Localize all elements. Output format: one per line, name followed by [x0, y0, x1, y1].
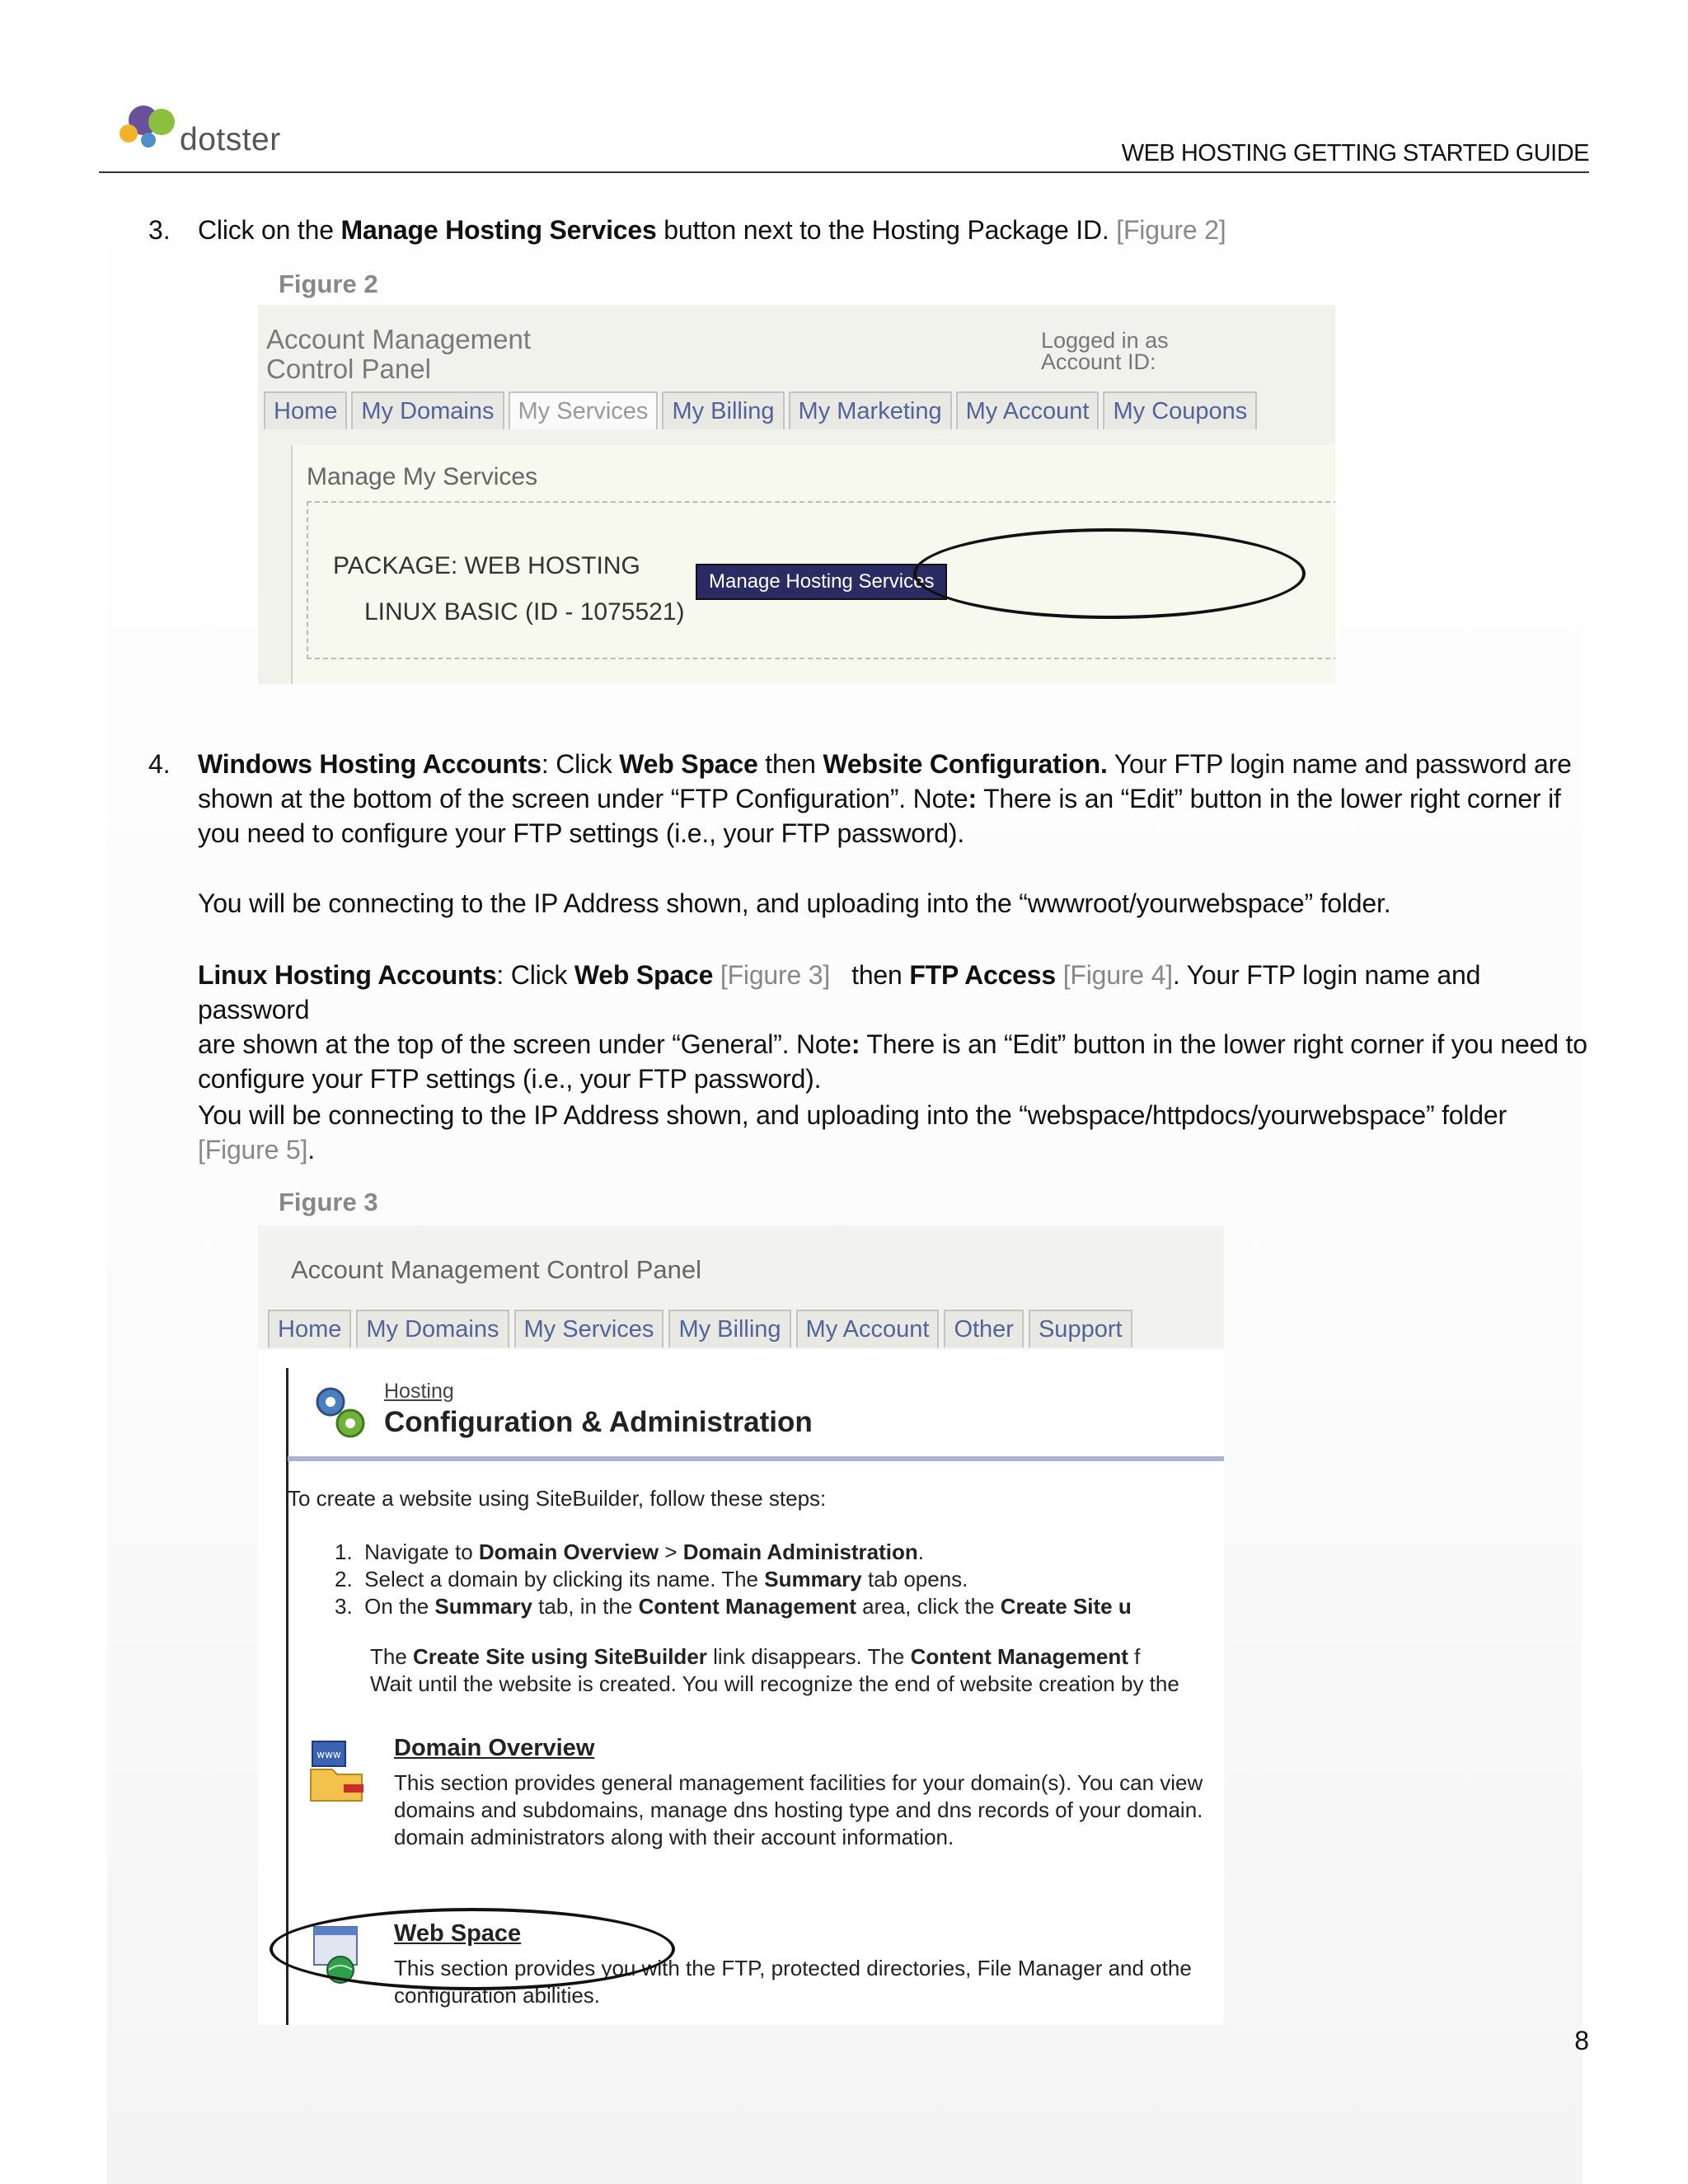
config-admin-title: Configuration & Administration: [384, 1406, 813, 1438]
figure-3-reference: [Figure 3]: [720, 960, 831, 990]
package-id: LINUX BASIC (ID - 1075521): [364, 598, 685, 626]
package-name: PACKAGE: WEB HOSTING: [333, 552, 640, 579]
page-number: 8: [1574, 2026, 1589, 2055]
sitebuilder-intro: To create a website using SiteBuilder, follow these steps:: [288, 1486, 827, 1511]
figure-5-reference: [Figure 5]: [198, 1135, 308, 1165]
control-panel-title: Account Management Control Panel: [266, 324, 532, 384]
linux-connect-note: You will be connecting to the IP Address shown, and uploading into the “webspace/httpdocs/yourwebspace” folder [Figure 5].: [198, 1100, 1507, 1165]
domain-overview-link[interactable]: Domain Overview: [394, 1735, 595, 1761]
hosting-link[interactable]: Hosting: [384, 1380, 454, 1403]
figure-3-label: Figure 3: [279, 1188, 378, 1216]
windows-connect-note: You will be connecting to the IP Address shown, and uploading into the “wwwroot/yourwebspace” folder.: [198, 888, 1391, 918]
svg-text:www: www: [316, 1749, 341, 1760]
tab-home[interactable]: Home: [264, 391, 347, 429]
tab-other[interactable]: Other: [944, 1310, 1024, 1347]
tab-my-marketing[interactable]: My Marketing: [789, 391, 952, 429]
tab-my-billing[interactable]: My Billing: [662, 391, 784, 429]
sitebuilder-step-3: 3. On the Summary tab, in the Content Management area, click the Create Site u: [335, 1594, 1132, 1619]
tab-my-account[interactable]: My Account: [796, 1310, 940, 1347]
linux-hosting-paragraph: Linux Hosting Accounts: Click Web Space [Figure 3] then FTP Access [Figure 4]. Your FTP login name and password are shown at the top of the screen under “General”. Note: There is an “Edit” button in the lower right corner if you need to configure your FTP settings (i.e., your FTP password).: [198, 960, 1587, 1094]
sitebuilder-note: The Create Site using SiteBuilder link disappears. The Content Management f Wait until the website is created. You will recognize the end of website creation by the: [370, 1644, 1179, 1696]
header-divider: [99, 171, 1589, 173]
tab-my-billing[interactable]: My Billing: [668, 1310, 790, 1347]
web-space-link[interactable]: Web Space: [394, 1920, 522, 1947]
guide-title: WEB HOSTING GETTING STARTED GUIDE: [1121, 140, 1589, 166]
figure-2-label: Figure 2: [279, 269, 378, 298]
content-border: [286, 1368, 288, 2025]
logged-in-info: Logged in as Account ID:: [1041, 328, 1169, 374]
windows-hosting-paragraph: Windows Hosting Accounts: Click Web Space then Website Configuration. Your FTP login name and password are shown at the bottom of the screen under “FTP Configuration”. Note: There is an “Edit” button in the lower right corner if you need to configure your FTP settings (i.e., your FTP password).: [198, 749, 1572, 848]
tab-my-account[interactable]: My Account: [956, 391, 1100, 429]
highlight-ellipse: [913, 528, 1306, 619]
tab-support[interactable]: Support: [1029, 1310, 1132, 1347]
brand-name: dotster: [180, 122, 281, 157]
tab-my-domains[interactable]: My Domains: [356, 1310, 509, 1347]
web-space-description: This section provides you with the FTP, protected directories, File Manager and othe configuration abilities.: [394, 1956, 1192, 2008]
www-folder-icon: [307, 1738, 367, 1804]
gears-icon: [307, 1379, 373, 1445]
tab-my-services[interactable]: My Services: [509, 391, 659, 429]
title-divider: [288, 1456, 1224, 1461]
sitebuilder-step-2: 2. Select a domain by clicking its name. The Summary tab opens.: [335, 1567, 968, 1591]
tab-home[interactable]: Home: [268, 1310, 351, 1347]
figure-2-reference: [Figure 2]: [1116, 215, 1226, 245]
manage-hosting-services-button[interactable]: Manage Hosting Services: [696, 564, 947, 600]
control-panel-title: Account Management Control Panel: [291, 1255, 702, 1284]
nav-tabs: [268, 1310, 1132, 1347]
figure-2-screenshot: [258, 305, 1335, 684]
sitebuilder-step-1: 1. Navigate to Domain Overview > Domain Administration.: [335, 1540, 925, 1564]
highlight-ellipse: [270, 1908, 675, 1990]
figure-4-reference: [Figure 4]: [1062, 960, 1173, 990]
tab-my-coupons[interactable]: My Coupons: [1103, 391, 1257, 429]
nav-tabs: [264, 391, 1257, 429]
domain-overview-description: This section provides general management facilities for your domain(s). You can view domains and subdomains, manage dns hosting type and dns records of your domain. domain administrators along with their account information.: [394, 1770, 1203, 1849]
tab-my-services[interactable]: My Services: [514, 1310, 664, 1347]
tab-my-domains[interactable]: My Domains: [351, 391, 504, 429]
section-title: Manage My Services: [307, 463, 538, 490]
step-3-number: 3.: [148, 215, 171, 245]
figure-3-screenshot: [258, 1226, 1224, 2025]
step-3-text: Click on the Manage Hosting Services button next to the Hosting Package ID. [Figure 2]: [198, 215, 1226, 245]
step-4-number: 4.: [148, 749, 171, 779]
